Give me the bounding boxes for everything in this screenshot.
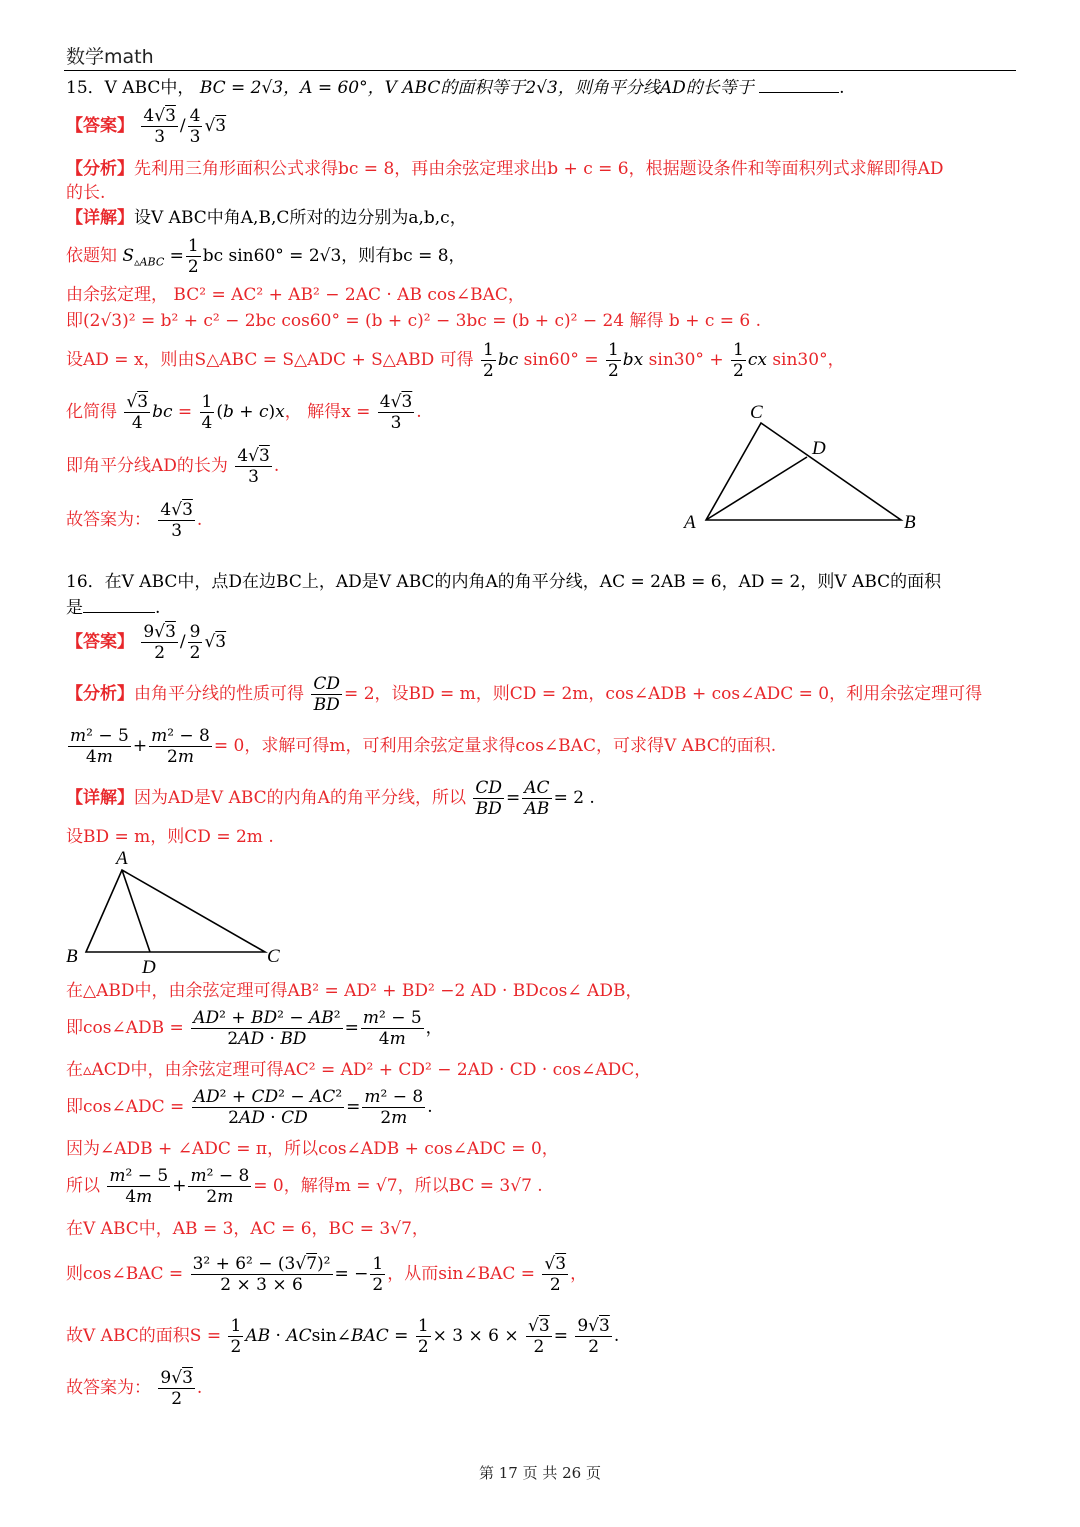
q16-detail-11: 故V ABC的面积S = $\frac{1}{2}$ AB · ACsin∠BAC = $\frac{1}{2}$ × 3 × 6 × $\frac{√3}{2}$ = $\frac{9√3}{2}$ . (66, 1316, 620, 1357)
q16-detail-3: 在△ABD中，由余弦定理可得AB² = AD² + BD² −2 AD · BDcos∠ ADB， (66, 981, 643, 1001)
q15-detail-6: 化简得 $\frac{√3}{4}$ bc = $\frac{1}{4}$ (b + c)x， 解得x = $\frac{4√3}{3}$ . (66, 392, 422, 433)
q15-triangle-figure (680, 398, 920, 538)
label-c: C (750, 402, 763, 423)
page-footer: 第 17 页 共 26 页 (478, 1464, 601, 1482)
q16-detail-6: 即cos∠ADC = $\frac{\text{AD² + CD² − AC²}}{2AD \cdot CD}$ = $\frac{\text{m² − 8}}{2m}$ . (66, 1087, 433, 1128)
q16-detail-9: 在V ABC中，AB = 3，AC = 6，BC = 3√7， (66, 1219, 429, 1239)
q16-detail-7: 因为∠ADB + ∠ADC = π，所以cos∠ADB + cos∠ADC = 0， (66, 1139, 559, 1159)
q15-detail-5: 设AD = x，则由S△ABC = S△ADC + S△ABD 可得 $\frac{1}{2}$ bc sin60° = $\frac{1}{2}$ bx sin30° + $\frac{1}{2}$ cx sin30°， (66, 340, 845, 381)
q16-detail-1: 【详解】因为AD是V ABC的内角A的角平分线，所以 $\frac{CD}{BD}$ = $\frac{AC}{AB}$ = 2 . (66, 778, 595, 819)
q16-answer: 【答案】 $\frac{9√3}{2}$ / $\frac{9}{2}$ √3 (66, 622, 227, 663)
q15-answer-blank (759, 76, 839, 93)
label-b: B (904, 512, 916, 533)
q15-question: 15．V ABC中， BC = 2√3，A = 60°，V ABC的面积等于2√3，则角平分线AD的长等于 . (66, 78, 845, 98)
q16-detail-4: 即cos∠ADB = $\frac{\text{AD² + BD² − AB²}}{2AD \cdot BD}$ = $\frac{\text{m² − 5}}{4m}$ ， (66, 1008, 443, 1049)
header-title: 数学math (66, 46, 154, 68)
q16-detail-8: 所以 $\frac{\text{m² − 5}}{4m}$ + $\frac{\text{m² − 8}}{2m}$ = 0，解得m = √7，所以BC = 3√7 . (66, 1166, 543, 1207)
bisector-ad (122, 870, 150, 952)
q16-detail-2: 设BD = m，则CD = 2m . (66, 827, 274, 847)
q15-analysis-cont: 的长. (66, 183, 106, 203)
q15-final: 故答案为： $\frac{4√3}{3}$ . (66, 500, 203, 541)
bisector-ad (706, 457, 807, 520)
q15-answer-fraction: $\frac{4√3}{3}$ (143, 106, 176, 147)
label-d: D (812, 438, 826, 459)
q15-detail-1: 【详解】设V ABC中角A,B,C所对的边分别为a,b,c， (66, 208, 467, 228)
label-b: B (66, 946, 78, 967)
triangle-abc (86, 870, 265, 952)
q16-answer-blank (83, 596, 155, 613)
q16-analysis-1: 【分析】由角平分线的性质可得 $\frac{CD}{BD}$ = 2，设BD = m，则CD = 2m，cos∠ADB + cos∠ADC = 0，利用余弦定理可得 (66, 674, 983, 715)
q16-final: 故答案为： $\frac{9√3}{2}$ . (66, 1368, 203, 1409)
q15-detail-7: 即角平分线AD的长为 $\frac{4√3}{3}$ . (66, 446, 280, 487)
q16-detail-5: 在▵ACD中，由余弦定理可得AC² = AD² + CD² − 2AD · CD · cos∠ADC， (66, 1060, 652, 1080)
q15-detail-4: 即(2√3)² = b² + c² − 2bc cos60° = (b + c)² − 3bc = (b + c)² − 24 解得 b + c = 6 . (66, 311, 762, 331)
q16-detail-10: 则cos∠BAC = $\frac{\text{3² + 6² − (3√7)²}}{2 \times 3 \times 6}$ = − $\frac{1}{2}$ ，从而sin∠BAC = $\frac{√3}{2}$ ， (66, 1254, 588, 1295)
label-d: D (142, 957, 156, 976)
q15-detail-3: 由余弦定理， BC² = AC² + AB² − 2AC · AB cos∠BAC， (66, 285, 525, 305)
label-c: C (267, 946, 280, 967)
q16-question-cont: 是 . (66, 598, 161, 618)
triangle-abc (706, 423, 901, 520)
q16-question: 16．在V ABC中，点D在边BC上，AD是V ABC的内角A的角平分线，AC = 2AB = 6，AD = 2，则V ABC的面积 (66, 572, 942, 592)
header-rule (64, 70, 1016, 71)
label-a: A (116, 848, 128, 869)
q15-analysis: 【分析】先利用三角形面积公式求得bc = 8，再由余弦定理求出b + c = 6，根据题设条件和等面积列式求解即得AD (66, 159, 944, 179)
q16-triangle-figure (62, 848, 292, 976)
q15-answer: 【答案】 $\frac{4√3}{3}$ / $\frac{4}{3}$ √3 (66, 106, 227, 147)
q15-detail-2: 依题知 $S_{▵ABC}$ = $\frac{1}{2}$ bc sin60° = 2√3，则有bc = 8， (66, 236, 466, 277)
label-a: A (684, 512, 696, 533)
q16-analysis-2: $\frac{\text{m² − 5}}{4m}$ + $\frac{\text{m² − 8}}{2m}$ = 0，求解可得m，可利用余弦定量求得cos∠BAC，可求得V ABC的面积. (70, 726, 777, 767)
